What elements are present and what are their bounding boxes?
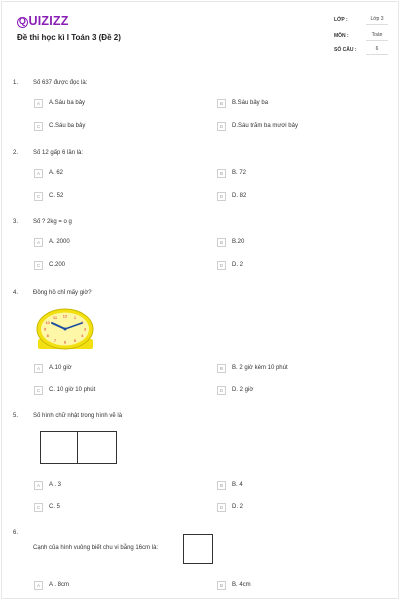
option-text: D. 82 (232, 193, 247, 199)
option-letter-box: A (34, 99, 43, 108)
option-text: C.Sáu ba bảy (49, 123, 86, 129)
option-letter-box: B (217, 581, 226, 590)
option-letter-box: B (217, 364, 226, 373)
option-text: D. 2 (232, 262, 244, 268)
clock-numeral: 7 (53, 337, 57, 343)
clock-numeral: 10 (45, 319, 50, 325)
option-text: A.Sáu ba bảy (49, 100, 86, 106)
square-figure (183, 534, 213, 564)
question-2-number: 2. (13, 150, 19, 156)
clock-numeral: 5 (73, 337, 77, 343)
option-letter-box: B (217, 481, 226, 490)
option-text: B. 4 (232, 482, 243, 488)
option-text: B.Sáu bảy ba (232, 100, 269, 106)
clock-numeral: 11 (52, 315, 58, 321)
clock-numeral: 4 (81, 333, 84, 339)
clock-numeral: 1 (73, 315, 77, 321)
rectangle-figure (40, 431, 117, 464)
option-letter-box: C (34, 503, 43, 512)
meta-question-count-label: SỐ CÂU : (334, 47, 357, 53)
question-1-text: Số 637 được đọc là: (33, 80, 88, 86)
logo-text: UIZIZZ (28, 14, 69, 28)
option-letter-box: B (217, 99, 226, 108)
quizizz-logo (17, 14, 69, 29)
option-text: D.Sáu trăm ba mươi bảy (232, 123, 298, 129)
option-letter-box: D (217, 122, 226, 131)
question-3-number: 3. (13, 219, 19, 225)
logo-q-mark: Q (18, 16, 27, 26)
option-letter-box: D (217, 503, 226, 512)
question-2-text: Số 12 gấp 6 lần là: (33, 150, 84, 156)
rectangle-divider (77, 432, 78, 463)
meta-class-label: LỚP : (334, 17, 348, 23)
option-letter-box: A (34, 169, 43, 178)
option-letter-box: C (34, 386, 43, 395)
question-5-number: 5. (13, 413, 19, 419)
clock-numeral: 8 (46, 333, 49, 339)
option-text: A . 3 (49, 482, 62, 488)
question-6-number: 6. (13, 530, 19, 536)
question-3-text: Số ? 2kg = o g (33, 219, 72, 225)
option-text: A . 8cm (49, 582, 70, 588)
option-letter-box: B (217, 238, 226, 247)
clock-numeral: 6 (63, 339, 67, 345)
option-letter-box: A (34, 364, 43, 373)
meta-class-value: Lớp 3 (366, 14, 388, 25)
option-text: D. 2 (232, 504, 244, 510)
option-text: A. 62 (49, 170, 64, 176)
worksheet-header (0, 0, 400, 70)
question-4-number: 4. (13, 290, 19, 296)
option-text: A. 2000 (49, 239, 70, 245)
option-letter-box: A (34, 481, 43, 490)
option-letter-box: C (34, 261, 43, 270)
document-title: Đề thi học kì I Toán 3 (Đề 2) (17, 33, 121, 42)
meta-question-count-value: 6 (366, 44, 388, 55)
meta-class (334, 14, 388, 27)
meta-subject (334, 30, 388, 43)
option-text: B.20 (232, 239, 245, 245)
page-frame (1, 1, 399, 599)
option-text: C. 5 (49, 504, 61, 510)
option-text: C. 10 giờ 10 phút (49, 387, 96, 393)
option-letter-box: D (217, 261, 226, 270)
option-letter-box: C (34, 122, 43, 131)
question-6-text: Cạnh của hình vuông biết chu vi bằng 16cm là: (33, 545, 159, 551)
option-letter-box: B (217, 169, 226, 178)
option-text: B. 2 giờ kém 10 phút (232, 365, 288, 371)
option-text: C.200 (49, 262, 66, 268)
clock-numeral: 3 (83, 326, 87, 332)
option-text: B. 72 (232, 170, 247, 176)
option-text: C. 52 (49, 193, 64, 199)
option-letter-box: A (34, 238, 43, 247)
option-text: D. 2 giờ (232, 387, 254, 393)
meta-subject-label: MÔN : (334, 33, 349, 39)
clock-numeral: 12 (62, 313, 68, 319)
clock-image (34, 305, 97, 350)
meta-question-count (334, 44, 388, 57)
option-letter-box: A (34, 581, 43, 590)
option-letter-box: D (217, 192, 226, 201)
question-4-text: Đồng hồ chỉ mấy giờ? (33, 290, 92, 296)
question-5-text: Số hình chữ nhật trong hình vẽ là (33, 413, 123, 419)
option-letter-box: D (217, 386, 226, 395)
option-letter-box: C (34, 192, 43, 201)
option-text: B. 4cm (232, 582, 251, 588)
clock-numeral: 9 (43, 326, 47, 332)
meta-subject-value: Toán (366, 30, 388, 41)
clock-center-pin (64, 328, 67, 331)
option-text: A.10 giờ (49, 365, 72, 371)
question-1-number: 1. (13, 80, 19, 86)
